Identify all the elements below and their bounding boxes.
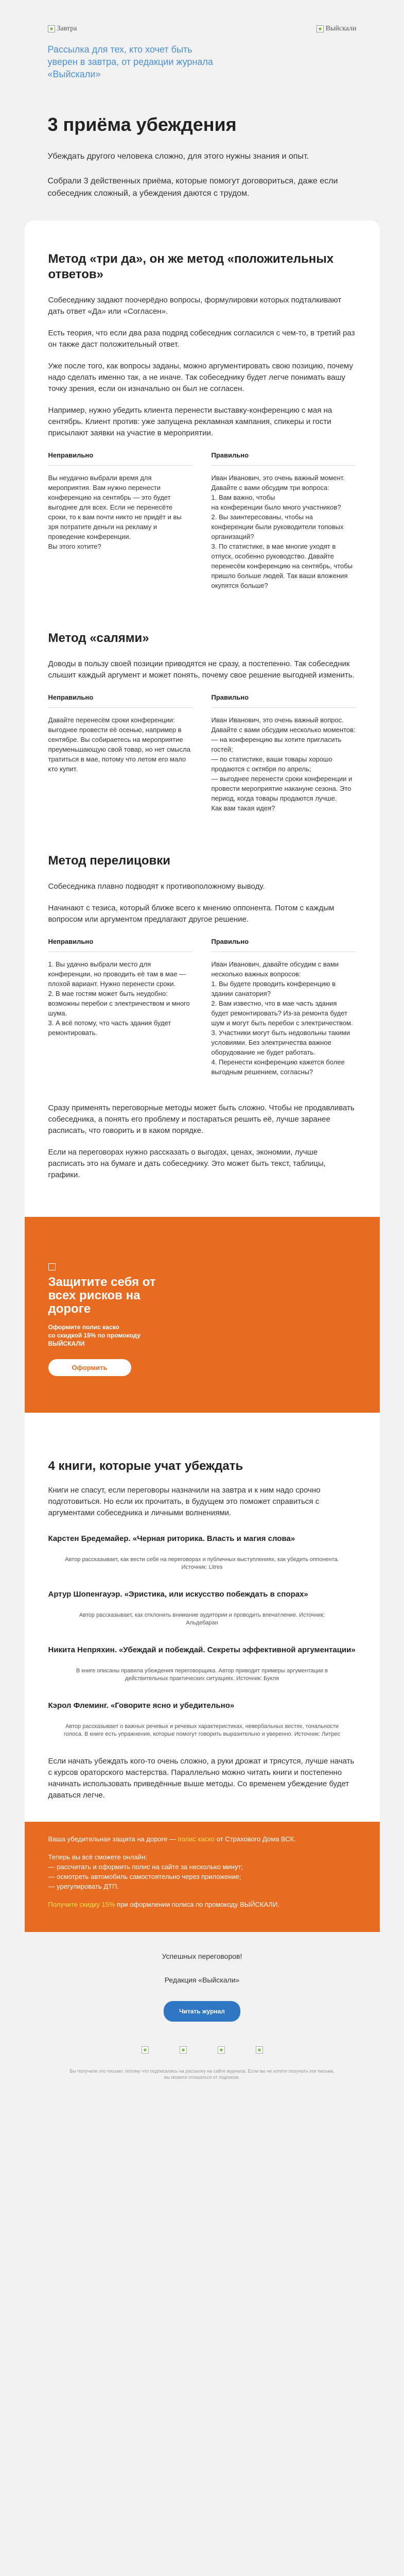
right-column — [212, 451, 356, 590]
content-card — [25, 221, 380, 1217]
book-title: Никита Непряхин. «Убеждай и побеждай. Секреты эффективной аргументации» — [48, 1646, 356, 1654]
book-desc: Автор рассказывает о важных речевых и речевых характеристиках, невербальных вестях, тональности голоса. В книге есть упражнения, которые помогут говорить выразительно и уверенно. Источник: Литрес — [63, 1723, 341, 1737]
promo-text: Оформите полис каско со скидкой 15% по промокоду ВЫЙСКАЛИ — [48, 1324, 140, 1347]
wrong-column — [48, 451, 193, 590]
book-title: Кэрол Флеминг. «Говорите ясно и убедительно» — [48, 1701, 235, 1710]
book-desc: Автор рассказывает, как вести себя на переговорах и публичных выступлениях, как убедить оппонента. Источник: Litres — [65, 1556, 339, 1570]
wrong-column — [48, 693, 193, 813]
right-text: Иван Иванович, это очень важный момент. Давайте с вами обсудим три вопроса: 1. Вам важно, чтобы на конференции было много участников? 2. Вы заинтересованы, чтобы на конференции были руководители топовых организаций? 3. По статистике, в мае многие уходят в отпуск, особенно руководство. Давайте перенесём конференцию на сентябрь, чтобы пришло больше людей. Так ваши вложения окупятся больше? — [211, 474, 353, 589]
book-title: Карстен Бредемайер. «Черная риторика. Власть и магия слова» — [48, 1534, 295, 1543]
logo-zavtra[interactable] — [48, 25, 77, 33]
kasko-link[interactable]: полис каско — [178, 1835, 215, 1843]
right-label: Правильно — [211, 693, 249, 701]
right-label: Правильно — [211, 938, 249, 945]
wrong-text: Давайте перенесём сроки конференции: выгоднее провести её осенью, например в сентябре. Вы собираетесь на мероприятие преуменьшающую свой товар, но нет смысла тратиться в мае, потому что летом его мало кто купит. — [48, 716, 190, 773]
right-column — [212, 938, 356, 1077]
page-title: 3 приёма убеждения — [47, 114, 237, 135]
book-item — [48, 1645, 356, 1683]
method-section — [48, 631, 356, 813]
signature — [25, 1932, 380, 2022]
newsletter-subtitle-link[interactable]: Рассылка для тех, кто хочет быть уверен в завтра, от редакции журнала «Выйскали» — [47, 44, 213, 79]
wrong-label: Неправильно — [48, 938, 94, 945]
social-icon[interactable] — [142, 2046, 149, 2054]
promo-order-button[interactable]: Оформить — [48, 1359, 131, 1376]
comparison-columns — [48, 938, 356, 1077]
logo-left-alt: Завтра — [57, 25, 77, 32]
section-title: Метод «салями» — [48, 631, 149, 645]
wrong-label: Неправильно — [48, 693, 94, 701]
broken-image-icon — [48, 1263, 56, 1270]
discount-link[interactable]: Получите скидку 15% — [48, 1901, 115, 1908]
social-icon[interactable] — [218, 2046, 225, 2054]
footer-promo-p1 — [48, 1834, 356, 1844]
method-section — [48, 853, 356, 1181]
footer-promo-p2: Теперь вы всё сможете онлайн: — рассчитать и оформить полис на сайте за несколько минут; — осмотреть автомобиль самостоятельно через приложение; — урегулировать ДТП. — [48, 1853, 243, 1890]
section-paragraph: Собеседнику задают поочерёдно вопросы, формулировки которых подталкивают дать ответ «Да» или «Согласен». — [48, 296, 342, 316]
read-journal-button[interactable]: Читать журнал — [164, 2001, 240, 2022]
kasko-promo-banner — [25, 1217, 380, 1413]
promo-title: Защитите себя от всех рисков на дороге — [48, 1275, 156, 1316]
intro — [48, 113, 357, 200]
section-title: Метод «три да», он же метод «положительных ответов» — [48, 252, 334, 281]
book-item — [48, 1533, 356, 1571]
sign-line: Успешных переговоров! — [162, 1952, 242, 1960]
right-text: Иван Иванович, давайте обсудим с вами несколько важных вопросов: 1. Вы будете проводить конференцию в здании санатория? 2. Вам известно, что в мае часть здания будет ремонтировать? Из-за ремонта будет шум и могут быть перебои с электричеством. 3. Участники могут быть недовольны такими условиями. Без электричества важное оборудование не будет работать. 4. Перенести конференцию кажется более выгодным решением, согласны? — [211, 960, 353, 1076]
sign-line: Редакция «Выйскали» — [164, 1976, 240, 1984]
social-icon[interactable] — [256, 2046, 263, 2054]
divider — [48, 465, 193, 466]
footer-promo-text: при оформлении полиса по промокоду ВЫЙСКАЛИ. — [115, 1901, 279, 1908]
broken-image-icon — [48, 25, 55, 32]
section-paragraph: Уже после того, как вопросы заданы, можно аргументировать свою позицию, почему надо сделать именно так, а не иначе. Так собеседнику будет легче понимать вашу точку зрения, если он изначально он был не согласен. — [48, 362, 354, 393]
wrong-column — [48, 938, 193, 1077]
section-paragraph: Если на переговорах нужно рассказать о выгодах, ценах, экономии, лучше расписать это на бумаге и дать собеседнику. Это может быть текст, таблицы, графики. — [48, 1148, 326, 1179]
books-outro: Если начать убеждать кого-то очень сложно, а руки дрожат и трясутся, лучше начать с курсов ораторского мастерства. Параллельно можно читать книги и постепенно начинать использовать приведённые выше методы. Со временем убеждение будет даваться легче. — [48, 1757, 355, 1800]
section-paragraph: Есть теория, что если два раза подряд собеседник согласился с чем-то, в третий раз он также даст положительный ответ. — [48, 329, 355, 349]
right-text: Иван Иванович, это очень важный вопрос. Давайте с вами обсудим несколько моментов: — на конференцию вы хотите пригласить гостей; — по статистике, ваши товары хорошо продаются с октября по апрель; — выгоднее перенести сроки конференции и провести мероприятие накануне сезона. Это период, когда товары продаются лучше. Как вам такая идея? — [211, 716, 356, 812]
footer-promo — [25, 1822, 380, 1932]
comparison-columns — [48, 451, 356, 590]
wrong-text: 1. Вы удачно выбрали место для конференции, но проводить её там в мае — плохой вариант. Нужно перенести сроки. 2. В мае гостям может быть неудобно: возможны перебои с электричеством и много шума. 3. А всё потому, что часть здания будет ремонтировать. — [48, 960, 190, 1037]
broken-image-icon — [317, 25, 324, 32]
books-title: 4 книги, которые учат убеждать — [48, 1459, 243, 1473]
section-paragraph: Начинают с тезиса, который ближе всего к мнению оппонента. Потом с каждым вопросом или аргументом предлагают другое решение. — [48, 904, 335, 924]
divider — [212, 465, 356, 466]
method-section — [48, 251, 356, 590]
logo-vyiskali[interactable] — [317, 25, 357, 33]
wrong-label: Неправильно — [48, 451, 94, 459]
books-lead: Книги не спасут, если переговоры назначили на завтра и к ним надо срочно подготовиться. Но если их прочитать, в будущем это поможет справиться с аргументами собеседника и личными волнениями. — [48, 1486, 321, 1517]
right-label: Правильно — [211, 451, 249, 459]
wrong-text: Вы неудачно выбрали время для мероприятия. Вам нужно перенести конференцию на сентябрь — это будет выгоднее для всех. Если не перенесёте сроки, то к вам почти никто не придёт и вы зря потратите деньги на рекламу и проведение конференции. Вы этого хотите? — [48, 474, 182, 550]
comparison-columns — [48, 693, 356, 813]
footer-promo-p3 — [48, 1900, 356, 1909]
social-icon[interactable] — [180, 2046, 187, 2054]
social-links — [25, 2046, 380, 2054]
book-item — [48, 1589, 356, 1627]
section-paragraph: Доводы в пользу своей позиции приводятся не сразу, а постепенно. Так собеседник слышит каждый аргумент и может понять, почему свое решение выгодней изменить. — [48, 659, 355, 680]
section-paragraph: Собеседника плавно подводят к противоположному выводу. — [48, 882, 265, 891]
fine-print: Вы получили это письмо, потому что подписались на рассылку на сайте журнала. Если вы не хотите получать эти письма, вы можете отказаться от подписки. — [69, 2069, 335, 2080]
book-desc: В книге описаны правила убеждения переговорщика. Автор приводит примеры аргументации в действительных практических ситуациях. Источник: Букля — [76, 1668, 328, 1682]
logo-right-alt: Выйскали — [325, 25, 357, 32]
books-section — [25, 1413, 380, 1822]
header — [47, 0, 357, 79]
right-column — [212, 693, 356, 813]
section-paragraph: Сразу применять переговорные методы может быть сложно. Чтобы не продавливать собеседника, а понять его проблему и постараться решить её, лучше заранее расписать, что говорить и в каком порядке. — [48, 1104, 355, 1135]
book-title: Артур Шопенгауэр. «Эристика, или искусство побеждать в спорах» — [48, 1590, 308, 1599]
divider — [212, 707, 356, 708]
book-desc: Автор рассказывает, как отклонить внимание аудитории и проводить впечатление. Источник: Альдебаран — [79, 1612, 325, 1626]
intro-paragraph: Убеждать другого человека сложно, для этого нужны знания и опыт. — [47, 152, 309, 161]
divider — [48, 707, 193, 708]
book-item — [48, 1700, 356, 1738]
section-paragraph: Например, нужно убедить клиента перенести выставку-конференцию с мая на сентябрь. Клиент против: уже запущена рекламная кампания, спикеры и гости присылают заявки на участие в мероприятии. — [48, 406, 332, 437]
intro-paragraph: Собрали 3 действенных приёма, которые помогут договориться, даже если собеседник сложный, а убеждения даются с трудом. — [47, 177, 338, 198]
footer-promo-text: Ваша убедительная защита на дороге — — [48, 1835, 178, 1843]
footer-promo-text: от Страхового Дома ВСК. — [215, 1835, 296, 1843]
section-title: Метод перелицовки — [48, 854, 170, 868]
